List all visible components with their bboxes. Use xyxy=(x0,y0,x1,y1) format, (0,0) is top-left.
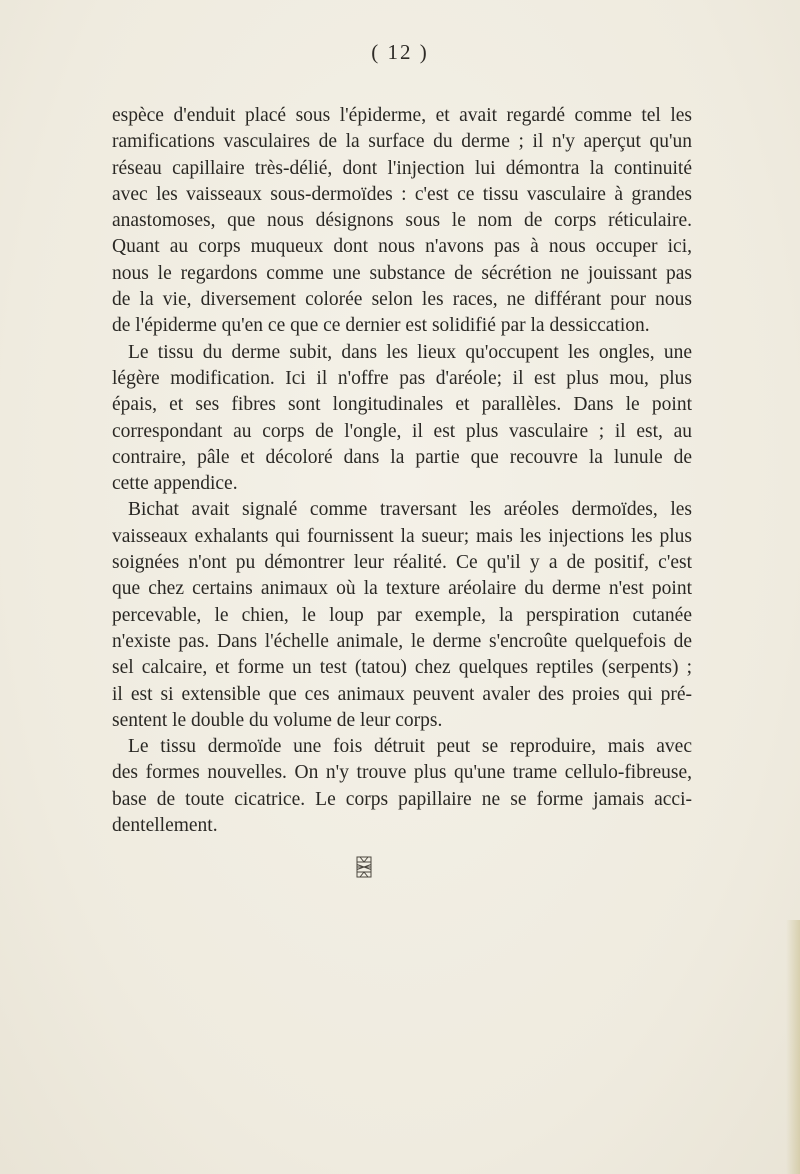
paragraph xyxy=(112,340,692,498)
text-line: n'existe pas. Dans l'échelle animale, le derme s'encroûte quelquefois de xyxy=(112,630,692,652)
text-line: Quant au corps muqueux dont nous n'avons pas à nous occuper ici, xyxy=(112,236,692,258)
text-line: Bichat avait signalé comme traversant les aréoles dermoïdes, les xyxy=(128,499,692,521)
text-line: Le tissu dermoïde une fois détruit peut se reproduire, mais avec xyxy=(128,736,692,758)
printer-fleuron-icon xyxy=(356,856,372,878)
paragraph xyxy=(112,497,692,734)
text-line: dentellement. xyxy=(112,815,218,837)
text-line: espèce d'enduit placé sous l'épiderme, et avait regardé comme tel les xyxy=(112,105,692,126)
text-line: nous le regardons comme une substance de sécrétion ne jouissant pas xyxy=(112,262,692,284)
text-line: sel calcaire, et forme un test (tatou) chez quelques reptiles (serpents) ; xyxy=(112,657,692,679)
text-line: base de toute cicatrice. Le corps papillaire ne se forme jamais acci- xyxy=(112,788,692,810)
page-number: ( 12 ) xyxy=(371,40,429,64)
text-line: percevable, le chien, le loup par exemple, la perspiration cutanée xyxy=(112,604,692,626)
text-line: cette appendice. xyxy=(112,473,238,495)
text-line: Le tissu du derme subit, dans les lieux qu'occupent les ongles, une xyxy=(128,341,692,363)
page-edge-stain xyxy=(786,920,800,1174)
text-line: des formes nouvelles. On n'y trouve plus qu'une trame cellulo-fibreuse, xyxy=(112,762,692,784)
text-line: légère modification. Ici il n'offre pas d'aréole; il est plus mou, plus xyxy=(112,367,692,389)
text-line: il est si extensible que ces animaux peuvent avaler des proies qui pré- xyxy=(112,683,692,705)
text-line: de l'épiderme qu'en ce que ce dernier est solidifié par la dessiccation. xyxy=(112,315,650,337)
text-line: sentent le double du volume de leur corps. xyxy=(112,709,443,731)
body-text xyxy=(112,103,692,839)
text-line: ramifications vasculaires de la surface du derme ; il n'y aperçut qu'un xyxy=(112,131,692,153)
text-line: vaisseaux exhalants qui fournissent la sueur; mais les injections les plus xyxy=(112,525,692,547)
text-line: contraire, pâle et décoloré dans la partie que recouvre la lunule de xyxy=(112,446,692,468)
text-line: correspondant au corps de l'ongle, il est plus vasculaire ; il est, au xyxy=(112,420,692,442)
text-line: avec les vaisseaux sous-dermoïdes : c'est ce tissu vasculaire à grandes xyxy=(112,183,692,205)
text-line: réseau capillaire très-délié, dont l'injection lui démontra la continuité xyxy=(112,157,692,179)
text-line: soignées n'ont pu démontrer leur réalité. Ce qu'il y a de positif, c'est xyxy=(112,552,692,574)
paragraph xyxy=(112,734,692,839)
text-line: de la vie, diversement colorée selon les races, ne différant pour nous xyxy=(112,289,692,311)
text-line: que chez certains animaux où la texture aréolaire du derme n'est point xyxy=(112,578,692,600)
paragraph xyxy=(112,103,692,340)
text-line: épais, et ses fibres sont longitudinales et parallèles. Dans le point xyxy=(112,394,692,416)
text-line: anastomoses, que nous désignons sous le nom de corps réticulaire. xyxy=(112,210,692,232)
